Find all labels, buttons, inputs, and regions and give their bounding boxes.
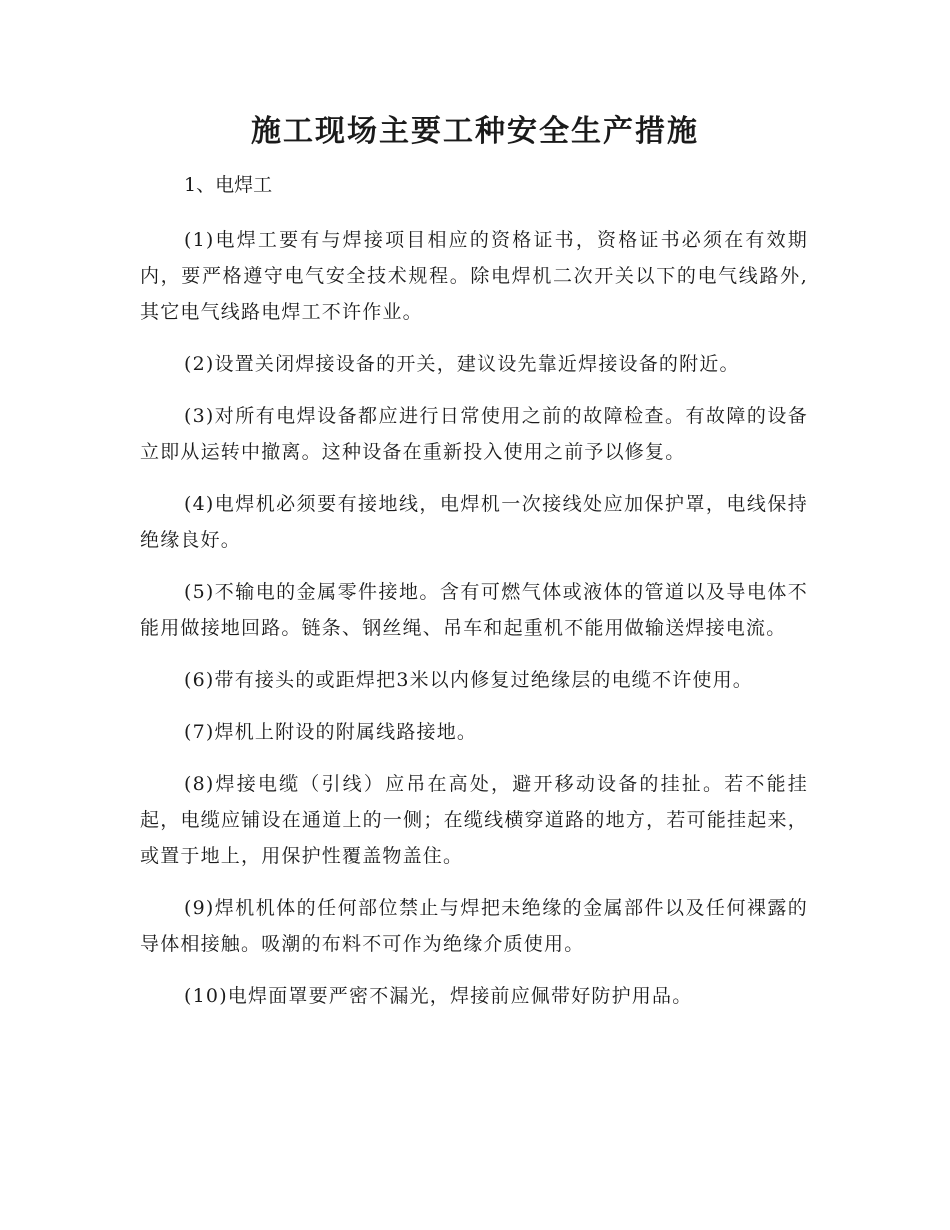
- document-title: 施工现场主要工种安全生产措施: [251, 114, 699, 149]
- list-item: (8)焊接电缆（引线）应吊在高处，避开移动设备的挂扯。若不能挂起，电缆应铺设在通道上的一侧；在缆线横穿道路的地方，若可能挂起来，或置于地上，用保护性覆盖物盖住。: [140, 773, 808, 867]
- list-item: (2)设置关闭焊接设备的开关，建议设先靠近焊接设备的附近。: [184, 353, 740, 375]
- list-item: (5)不输电的金属零件接地。含有可燃气体或液体的管道以及导电体不能用做接地回路。链条、钢丝绳、吊车和起重机不能用做输送焊接电流。: [140, 581, 808, 639]
- list-item: (6)带有接头的或距焊把3米以内修复过绝缘层的电缆不许使用。: [184, 669, 754, 691]
- document-body: [140, 168, 808, 1030]
- list-item: (9)焊机机体的任何部位禁止与焊把未绝缘的金属部件以及任何裸露的导体相接触。吸潮的布料不可作为绝缘介质使用。: [140, 897, 808, 955]
- section-heading: 1、电焊工: [184, 174, 273, 196]
- list-item: (7)焊机上附设的附属线路接地。: [184, 721, 478, 743]
- list-item: (10)电焊面罩要严密不漏光，焊接前应佩带好防护用品。: [184, 985, 693, 1007]
- list-item: (1)电焊工要有与焊接项目相应的资格证书，资格证书必须在有效期内，要严格遵守电气安全技术规程。除电焊机二次开关以下的电气线路外,其它电气线路电焊工不许作业。: [140, 229, 808, 323]
- list-item: (3)对所有电焊设备都应进行日常使用之前的故障检查。有故障的设备立即从运转中撤离。这种设备在重新投入使用之前予以修复。: [140, 405, 808, 463]
- list-item: (4)电焊机必须要有接地线，电焊机一次接线处应加保护罩，电线保持绝缘良好。: [140, 493, 808, 551]
